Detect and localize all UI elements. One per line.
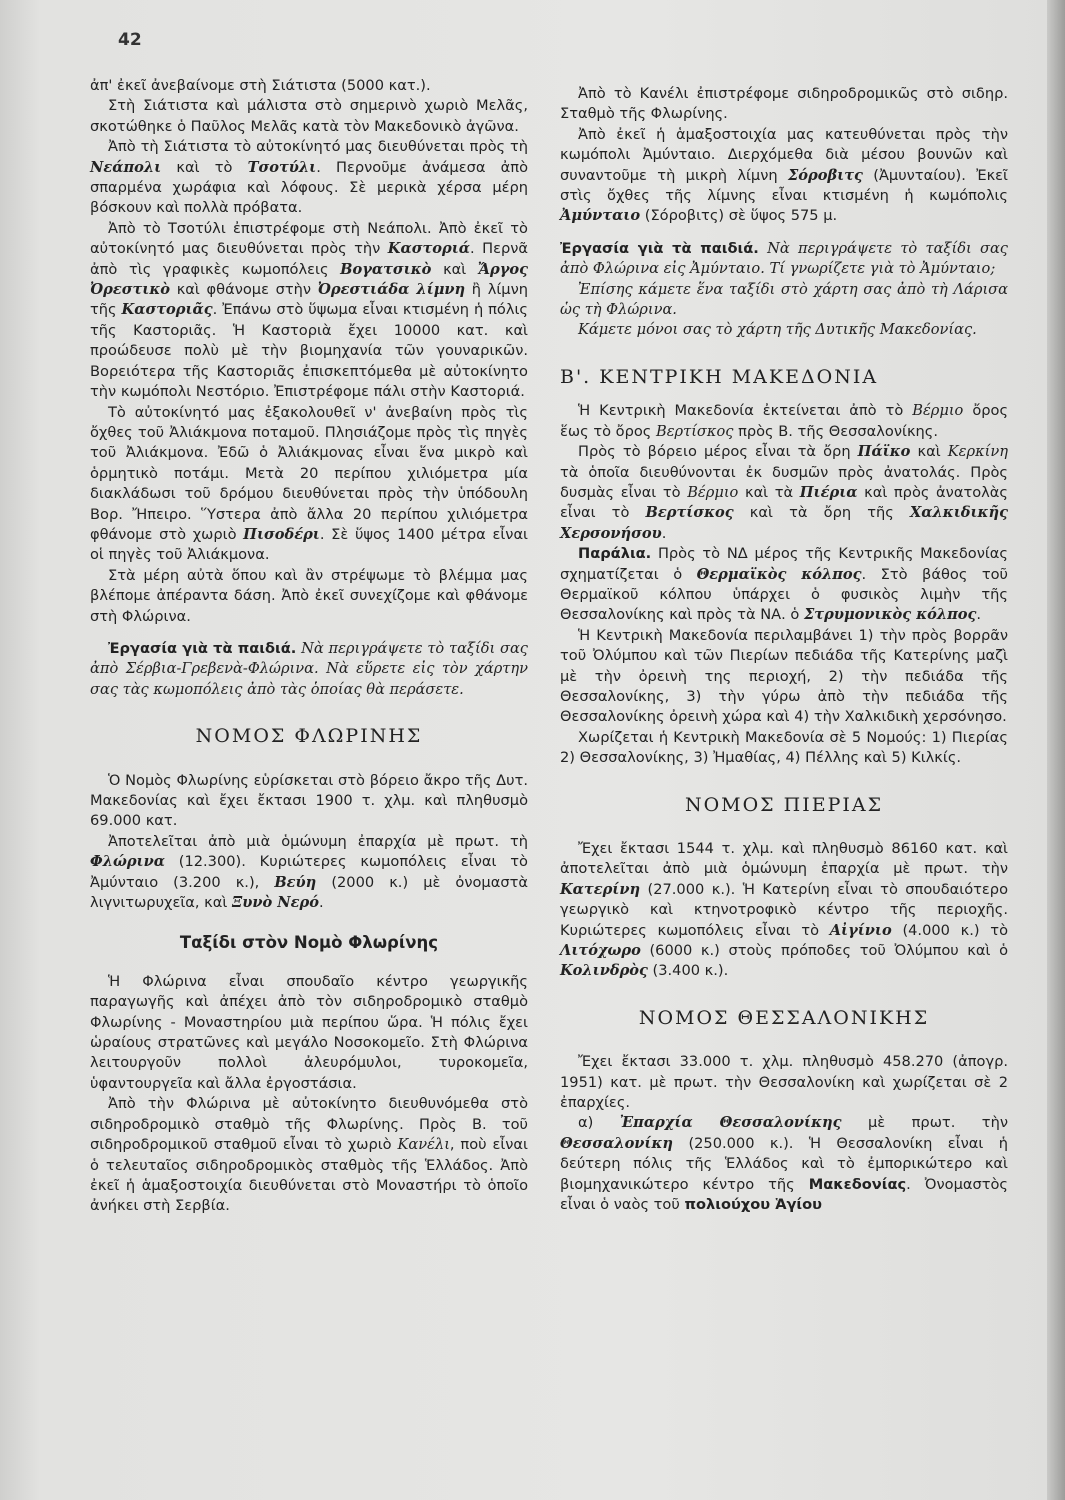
paragraph: ἀπ' ἐκεῖ ἀνεβαίνομε στὴ Σιάτιστα (5000 κατ.). xyxy=(90,77,431,94)
paragraph: α) Ἐπαρχία Θεσσαλονίκης μὲ πρωτ. τὴν Θεσσαλονίκη (250.000 κ.). Ἡ Θεσσαλονίκη εἶναι ἡ δεύτερη πόλις τῆς Ἑλλάδος καὶ τὸ ἐμπορικώτερο καὶ βιομηχανικώτερο κέντρο τῆς Μακεδονίας. Ὀνομαστὸς εἶναι ὁ ναὸς τοῦ πολιούχου Ἁγίου xyxy=(560,1114,1008,1214)
paragraph: Ἀπὸ τὴν Φλώρινα μὲ αὐτοκίνητο διευθυνόμεθα στὸ σιδηροδρομικὸ σταθμὸ τῆς Φλωρίνης. Πρὸς Β. τοῦ σιδηροδρομικοῦ σταθμοῦ εἶναι τὸ χωριὸ Κανέλι, ποὺ εἶναι ὁ τελευταῖος σιδηροδρομικὸς σταθμὸς τῆς Ἑλλάδος. Ἀπὸ ἐκεῖ ἡ ἁμαξοστοιχία διευθύνεται στὸ Μοναστήρι τὸ ὁποῖο ἀνήκει στὴ Σερβία. xyxy=(90,1095,528,1215)
task-paragraph: Ἐργασία γιὰ τὰ παιδιά. Νὰ περιγράψετε τὸ ταξίδι σας ἀπὸ Σέρβια-Γρεβενὰ-Φλώρινα. Νὰ εὕρετε εἰς τὸν χάρτην σας τὰς κωμοπόλεις ἀπὸ τὰς ὁποίας θὰ περάσετε. xyxy=(90,639,528,698)
book-spine-shadow xyxy=(1047,0,1065,1500)
section-heading-florina: ΝΟΜΟΣ ΦΛΩΡΙΝΗΣ xyxy=(195,725,423,748)
paragraph: Χωρίζεται ἡ Κεντρικὴ Μακεδονία σὲ 5 Νομούς: 1) Πιερίας 2) Θεσσαλονίκης, 3) Ἠμαθίας, 4) Πέλλης καὶ 5) Κιλκίς. xyxy=(560,728,1008,767)
paragraph: Ἀπὸ τὸ Κανέλι ἐπιστρέφομε σιδηροδρομικῶς στὸ σιδηρ. Σταθμὸ τῆς Φλωρίνης. xyxy=(560,85,1008,123)
task-paragraph: Κάμετε μόνοι σας τὸ χάρτη τῆς Δυτικῆς Μακεδονίας. xyxy=(578,321,977,339)
task-paragraph: Ἐργασία γιὰ τὰ παιδιά. Νὰ περιγράψετε τὸ ταξίδι σας ἀπὸ Φλώρινα εἰς Ἀμύνταιο. Τί γνωρίζετε γιὰ τὸ Ἀμύνταιο; xyxy=(560,239,1008,278)
paragraph: Ἡ Κεντρικὴ Μακεδονία περιλαμβάνει 1) τὴν πρὸς βορρᾶν τοῦ Ὀλύμπου καὶ τῶν Πιερίων πεδιάδα τῆς Κατερίνης μαζὶ μὲ τὴν ὀρεινὴ της περιοχή, 2) τὴν πεδιάδα τῆς Θεσσαλονίκης, 3) τὴν γύρω ἀπὸ τὴν πεδιάδα τῆς Θεσσαλονίκης ὀρεινὴ χώρα καὶ 4) τὴν Χαλκιδικὴ χερσόνησο. xyxy=(560,626,1008,726)
paragraph: Ἡ Φλώρινα εἶναι σπουδαῖο κέντρο γεωργικῆς παραγωγῆς καὶ ἀπέχει ἀπὸ τὸν σιδηροδρομικὸ σταθμὸ Φλωρίνης - Μοναστηρίου μιὰ περίπου ὥρα. Ἡ πόλις ἔχει ὡραίους στρατῶνες καὶ μεγάλο Νοσοκομεῖο. Στὴ Φλώρινα λειτουργοῦν πολλοὶ ἀλευρόμυλοι, τυροκομεῖα, ὑφαντουργεῖα καὶ ἄλλα ἐργοστάσια. xyxy=(90,972,528,1092)
paragraph: Ἀπὸ ἐκεῖ ἡ ἁμαξοστοιχία μας κατευθύνεται πρὸς τὴν κωμόπολι Ἀμύνταιο. Διερχόμεθα διὰ μέσου βουνῶν καὶ συναντοῦμε τὴ μικρὴ λίμνη Σόροβιτς (Ἀμυνταίου). Ἐκεῖ στὶς ὄχθες τῆς λίμνης εἶναι κτισμένη ἡ κωμόπολις Ἀμύνταιο (Σόροβιτς) σὲ ὕψος 575 μ. xyxy=(560,125,1008,225)
paragraph: Ἀποτελεῖται ἀπὸ μιὰ ὁμώνυμη ἐπαρχία μὲ πρωτ. τὴ Φλώρινα (12.300). Κυριώτερες κωμοπόλεις εἶναι τὸ Ἀμύνταιο (3.200 κ.), Βεύη (2000 κ.) μὲ ὀνομαστὰ λιγνιτωρυχεῖα, καὶ Ξυνὸ Νερό. xyxy=(90,832,528,912)
paragraph: Ἔχει ἔκτασι 33.000 τ. χλμ. πληθυσμὸ 458.270 (ἀπογρ. 1951) κατ. μὲ πρωτ. τὴν Θεσσαλονίκη καὶ χωρίζεται σὲ 2 ἐπαρχίες. xyxy=(560,1053,1008,1112)
paragraph: Ἔχει ἔκτασι 1544 τ. χλμ. καὶ πληθυσμὸ 86160 κατ. καὶ ἀποτελεῖται ἀπὸ μιὰ ὁμώνυμη ἐπαρχία μὲ πρωτ. τὴν Κατερίνη (27.000 κ.). Ἡ Κατερίνη εἶναι τὸ σπουδαιότερο γεωργικὸ καὶ κτηνοτροφικὸ κέντρο τῆς περιοχῆς. Κυριώτερες κωμοπόλεις εἶναι τὸ Αἰγίνιο (4.000 κ.) τὸ Λιτόχωρο (6000 κ.) στοὺς πρόποδες τοῦ Ὀλύμπου καὶ ὁ Κολινδρὸς (3.400 κ.). xyxy=(560,840,1008,980)
left-column xyxy=(90,76,528,1217)
right-column xyxy=(560,84,1008,1216)
paragraph: Στὰ μέρη αὐτὰ ὅπου καὶ ἂν στρέψωμε τὸ βλέμμα μας βλέπομε ἀπέραντα δάση. Ἀπὸ ἐκεῖ συνεχίζομε καὶ φθάνομε στὴ Φλώρινα. xyxy=(90,566,528,625)
paragraph: Ἀπὸ τὸ Τσοτύλι ἐπιστρέφομε στὴ Νεάπολι. Ἀπὸ ἐκεῖ τὸ αὐτοκίνητό μας διευθύνεται πρὸς τὴν Καστοριά. Περνᾶ ἀπὸ τὶς γραφικὲς κωμοπόλεις Βογατσικὸ καὶ Ἄργος Ὀρεστικὸ καὶ φθάνομε στὴν Ὀρεστιάδα λίμνη ἢ λίμνη τῆς Καστοριᾶς. Ἐπάνω στὸ ὕψωμα εἶναι κτισμένη ἡ πόλις τῆς Καστοριᾶς. Ἡ Καστοριὰ ἔχει 10000 κατ. καὶ προώδευσε πολὺ μὲ τὴν βιομηχανία τῶν γουναρικῶν. Βορειότερα τῆς Καστοριᾶς ἐπισκεπτόμεθα μὲ αὐτοκίνητο τὴν κωμόπολι Νεστόριο. Ἐπιστρέφομε πάλι στὴν Καστοριά. xyxy=(90,219,528,401)
section-heading-thessaloniki: ΝΟΜΟΣ ΘΕΣΣΑΛΟΝΙΚΗΣ xyxy=(638,1006,930,1029)
paragraph: Στὴ Σιάτιστα καὶ μάλιστα στὸ σημερινὸ χωριὸ Μελᾶς, σκοτώθηκε ὁ Παῦλος Μελᾶς κατὰ τὸν Μακεδονικὸ ἀγῶνα. xyxy=(90,97,528,135)
section-heading-pieria: ΝΟΜΟΣ ΠΙΕΡΙΑΣ xyxy=(684,793,884,816)
paragraph: Ὁ Νομὸς Φλωρίνης εὑρίσκεται στὸ βόρειο ἄκρο τῆς Δυτ. Μακεδονίας καὶ ἔχει ἔκτασι 1900 τ. χλμ. καὶ πληθυσμὸ 69.000 κατ. xyxy=(90,771,528,830)
paragraph: Ἡ Κεντρικὴ Μακεδονία ἐκτείνεται ἀπὸ τὸ Βέρμιο ὄρος ἕως τὸ ὄρος Βερτίσκος πρὸς Β. τῆς Θεσσαλονίκης. xyxy=(560,402,1009,440)
task-paragraph: Ἐπίσης κάμετε ἕνα ταξίδι στὸ χάρτη σας ἀπὸ τὴ Λάρισα ὡς τὴ Φλώρινα. xyxy=(560,280,1008,319)
paragraph: Πρὸς τὸ βόρειο μέρος εἶναι τὰ ὄρη Πάϊκο καὶ Κερκίνη τὰ ὁποῖα διευθύνονται ἐκ δυσμῶν πρὸς ἀνατολάς. Πρὸς δυσμὰς εἶναι τὸ Βέρμιο καὶ τὰ Πιέρια καὶ πρὸς ἀνατολὰς εἶναι τὸ Βερτίσκος καὶ τὰ ὄρη τῆς Χαλκιδικῆς Χερσονήσου. xyxy=(560,443,1008,542)
paragraph: Τὸ αὐτοκίνητό μας ἐξακολουθεῖ ν' ἀνεβαίνη πρὸς τὶς ὄχθες τοῦ Ἀλιάκμονα ποταμοῦ. Πλησιάζομε πρὸς τὶς πηγὲς τοῦ Ἀλιάκμονα. Ἐδῶ ὁ Ἀλιάκμονας εἶναι ἕνα μικρὸ καὶ ὁρμητικὸ ποτάμι. Μετὰ 20 περίπου χιλιόμετρα μία διακλάδωσι τοῦ δρόμου διευθύνεται πρὸς τὴν ὑπόδουλη Βορ. Ἤπειρο. Ὕστερα ἀπὸ ἄλλα 20 περίπου χιλιόμετρα φθάνομε στὸ χωριὸ Πισοδέρι. Σὲ ὕψος 1400 μέτρα εἶναι οἱ πηγὲς τοῦ Ἀλιάκμονα. xyxy=(90,403,529,564)
paragraph: Παράλια. Πρὸς τὸ ΝΔ μέρος τῆς Κεντρικῆς Μακεδονίας σχηματίζεται ὁ Θερμαϊκὸς κόλπος. Στὸ βάθος τοῦ Θερμαϊκοῦ κόλπου ὑπάρχει ὁ φυσικὸς λιμὴν τῆς Θεσσαλονίκης καὶ πρὸς τὰ ΝΑ. ὁ Στρυμονικὸς κόλπος. xyxy=(560,545,1009,624)
page-number: 42 xyxy=(118,30,142,50)
section-heading-central-macedonia: Β'. ΚΕΝΤΡΙΚΗ ΜΑΚΕΔΟΝΙΑ xyxy=(560,365,879,388)
paragraph: Ἀπὸ τὴ Σιάτιστα τὸ αὐτοκίνητό μας διευθύνεται πρὸς τὴ Νεάπολι καὶ τὸ Τσοτύλι. Περνοῦμε ἀνάμεσα ἀπὸ σπαρμένα χωράφια καὶ λόφους. Σὲ μερικὰ χέρσα μέρη βόσκουν καὶ πολλὰ πρόβατα. xyxy=(90,138,529,217)
subheading-trip-florina: Ταξίδι στὸν Νομὸ Φλωρίνης xyxy=(179,933,439,953)
